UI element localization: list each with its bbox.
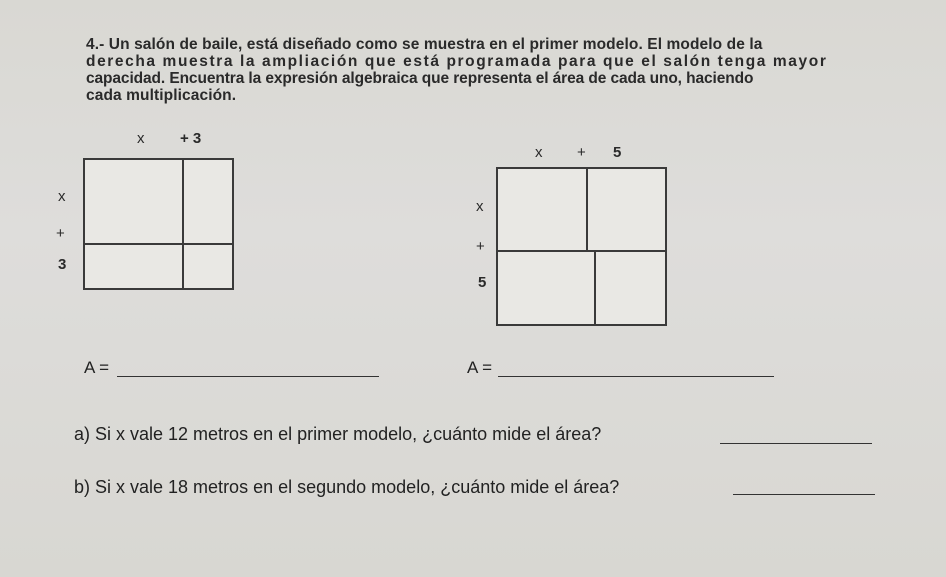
question-b-answer-field[interactable] <box>733 494 875 495</box>
model2-top-5-label: 5 <box>613 144 622 161</box>
model1-side-3-label: 3 <box>58 256 67 273</box>
model1-area-answer-field[interactable] <box>117 376 379 377</box>
problem-line-2: derecha muestra la ampliación que está programada para que el salón tenga mayor <box>86 53 828 70</box>
model1-cell-x-by-3 <box>83 243 184 290</box>
model2-side-plus-label: + <box>476 238 485 255</box>
model1-cell-3-by-3 <box>182 243 234 290</box>
question-a: a) Si x vale 12 metros en el primer modelo, ¿cuánto mide el área? <box>74 424 602 444</box>
model2-top-plus-label: + <box>577 144 586 161</box>
problem-line-3: capacidad. Encuentra la expresión algebraica que representa el área de cada uno, haciendo <box>86 70 754 87</box>
model1-top-plus3-label: + 3 <box>180 130 202 147</box>
problem-line-1: 4.- Un salón de baile, está diseñado como se muestra en el primer modelo. El modelo de la <box>86 36 763 53</box>
model2-cell-5-by-5 <box>594 250 667 326</box>
problem-statement <box>86 36 831 104</box>
model1-side-plus-label: + <box>56 225 65 242</box>
question-a-answer-field[interactable] <box>720 443 872 444</box>
model2-side-x-label: x <box>476 198 484 215</box>
model2-cell-x-by-5 <box>496 250 596 326</box>
problem-line-4: cada multiplicación. <box>86 87 237 104</box>
model2-area-label: A = <box>467 358 493 377</box>
model1-top-x-label: x <box>137 130 145 147</box>
model1-side-x-label: x <box>58 188 66 205</box>
model2-cell-x-by-x <box>496 167 588 252</box>
model2-side-5-label: 5 <box>478 274 487 291</box>
model2-cell-5-by-x <box>586 167 667 252</box>
model2-area-answer-field[interactable] <box>498 376 774 377</box>
model1-cell-3-by-x <box>182 158 234 245</box>
model1-cell-x-by-x <box>83 158 184 245</box>
model1-area-label: A = <box>84 358 110 377</box>
model2-top-x-label: x <box>535 144 543 161</box>
question-b: b) Si x vale 18 metros en el segundo modelo, ¿cuánto mide el área? <box>74 477 620 497</box>
